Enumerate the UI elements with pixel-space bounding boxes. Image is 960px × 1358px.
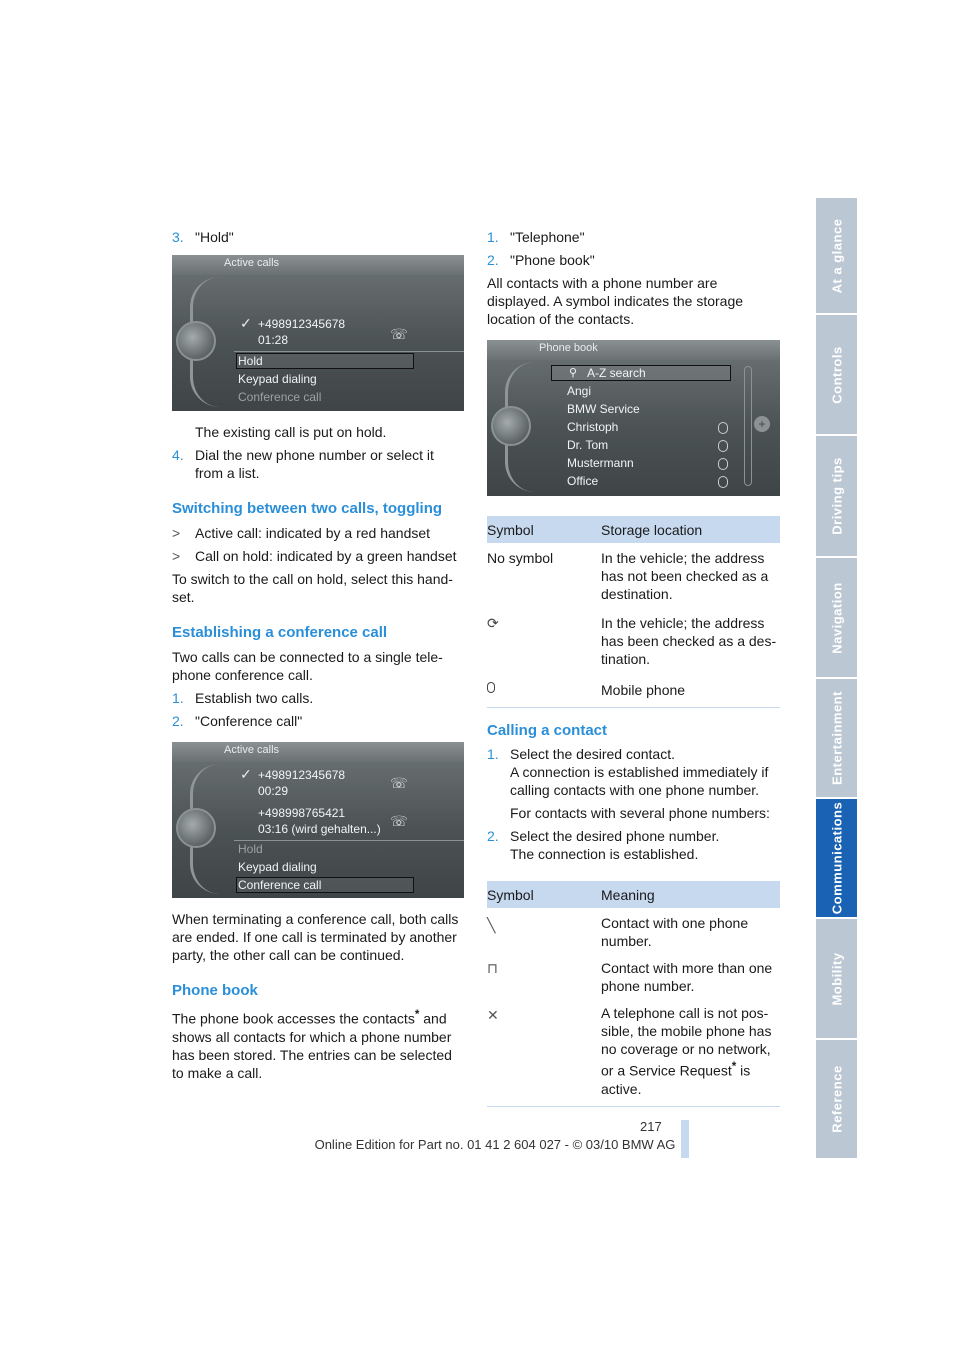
selection-highlight [236, 353, 414, 369]
tab-at-a-glance[interactable] [816, 198, 857, 315]
bullet-call-on-hold [172, 547, 464, 565]
contact-item: Christoph [567, 420, 619, 434]
controller-knob [176, 808, 216, 848]
phone-book-text-b: and shows all contacts for which a phone number has been stored. The entries can be selected to make a call. [172, 1010, 452, 1081]
hold-note: The existing call is put on hold. [195, 424, 387, 440]
tab-driving-tips[interactable] [816, 436, 857, 558]
cell-meaning: Contact with one phone number. [601, 915, 749, 949]
screen-title: Active calls [224, 744, 280, 756]
step-number: 1. [172, 690, 184, 706]
header-meaning: Meaning [601, 881, 780, 908]
tab-communications[interactable] [816, 799, 857, 919]
table-row [487, 998, 780, 1106]
plus-icon: + [754, 416, 770, 432]
screenshot-active-calls-conference [172, 742, 464, 898]
controller-knob [491, 406, 531, 446]
check-icon: ✓ [240, 315, 252, 331]
phone-book-text-a: The phone book accesses the contacts [172, 1010, 415, 1027]
toggle-paragraph: To switch to the call on hold, select this hand-set. [172, 571, 453, 605]
title-bar [487, 340, 780, 360]
mobile-phone-icon [487, 682, 495, 693]
cell-symbol [487, 671, 601, 708]
contact-item: Angi [567, 384, 592, 398]
mobile-phone-icon [718, 458, 728, 470]
tab-mobility[interactable] [816, 919, 857, 1040]
left-column [172, 228, 464, 1082]
step-dial [172, 446, 464, 482]
menu-item-hold: Hold [238, 354, 263, 368]
step-conference [172, 712, 464, 730]
title-bar [172, 255, 464, 275]
step-number: 4. [172, 447, 184, 463]
cell-symbol: No symbol [487, 550, 554, 566]
no-call-handset-icon: ✕ [487, 1007, 499, 1023]
call-time: 01:28 [258, 333, 289, 347]
step-establish [172, 689, 464, 707]
bullet-text: Active call: indicated by a red handset [195, 525, 431, 541]
step-text: "Phone book" [510, 252, 595, 268]
menu-item-hold: Hold [238, 842, 263, 856]
handset-icon: ☏ [390, 813, 408, 829]
table-row [487, 953, 780, 998]
step-telephone [487, 228, 780, 246]
heading-conference: Establishing a conference call [172, 624, 388, 641]
divider [234, 840, 464, 841]
step-text: Dial the new phone number or select it from a list. [195, 447, 434, 481]
menu-item-keypad: Keypad dialing [238, 860, 317, 874]
tab-navigation[interactable] [816, 558, 857, 679]
table-row [487, 671, 780, 708]
tab-label: Controls [829, 345, 844, 404]
step-number: 1. [487, 746, 499, 762]
call-number-2: +498998765421 [258, 806, 346, 820]
table-row [487, 606, 780, 671]
single-handset-icon: ╲ [487, 917, 496, 933]
step-select-contact [487, 745, 780, 822]
bullet-active-call [172, 524, 464, 542]
mobile-phone-icon [718, 440, 728, 452]
step-select-number [487, 827, 780, 863]
meaning-text-b: is active. [601, 1062, 751, 1097]
tab-entertainment[interactable] [816, 679, 857, 799]
title-bar [172, 742, 464, 762]
menu-item-conference: Conference call [238, 878, 322, 892]
contacts-intro: All contacts with a phone number are displayed. A symbol indicates the storage location of the contacts. [487, 275, 744, 327]
heading-phone-book: Phone book [172, 982, 258, 999]
check-icon: ✓ [240, 766, 252, 782]
multi-handset-icon: ⊓ [487, 960, 498, 976]
cell-meaning: In the vehicle; the address has been checked as a des-tination. [601, 615, 777, 667]
step-subtext: A connection is established immediately if calling contacts with one phone number. [510, 764, 769, 798]
cell-symbol [487, 606, 601, 671]
cell-meaning: Mobile phone [601, 671, 780, 708]
contact-item: Dr. Tom [567, 438, 609, 452]
divider [234, 351, 464, 352]
tab-label: Entertainment [829, 691, 844, 785]
right-column [487, 228, 780, 1107]
cell-meaning: In the vehicle; the address has not been checked as a destination. [601, 550, 769, 602]
menu-item-conference: Conference call [238, 390, 322, 404]
contact-item: Office [567, 474, 599, 488]
contact-item: BMW Service [567, 402, 640, 416]
cell-symbol [487, 998, 601, 1106]
header-symbol: Symbol [487, 881, 601, 908]
call-time-2: 03:16 (wird gehalten...) [258, 822, 381, 836]
handset-icon: ☏ [390, 775, 408, 791]
step-text: Establish two calls. [195, 690, 314, 706]
page-number: 217 [640, 1119, 662, 1134]
tab-label: Communications [829, 801, 844, 915]
mobile-phone-icon [718, 476, 728, 488]
cell-symbol [487, 908, 601, 953]
phone-book-paragraph [172, 1006, 464, 1082]
screenshot-phone-book [487, 340, 780, 496]
heading-toggling: Switching between two calls, toggling [172, 500, 443, 517]
header-storage-location: Storage location [601, 516, 780, 543]
footnote-star: * [731, 1060, 737, 1073]
call-number-1: +498912345678 [258, 768, 346, 782]
step-text: "Telephone" [510, 229, 585, 245]
table-row [487, 908, 780, 953]
step-subtext: The connection is established. [510, 846, 699, 862]
cell-meaning [601, 998, 780, 1106]
bullet-text: Call on hold: indicated by a green handset [195, 548, 457, 564]
step-text: Select the desired contact. [510, 746, 675, 762]
tab-label: Navigation [829, 581, 844, 654]
step-number: 2. [487, 252, 499, 268]
call-time-1: 00:29 [258, 784, 289, 798]
checked-destination-icon: ⟳ [487, 615, 499, 631]
conference-end-paragraph: When terminating a conference call, both calls are ended. If one call is terminated by another party, the other call can be continued. [172, 911, 459, 963]
bullet-marker: > [172, 548, 181, 564]
contact-item: Mustermann [567, 456, 634, 470]
scrollbar [744, 366, 752, 486]
header-symbol: Symbol [487, 516, 601, 543]
controller-knob [176, 321, 216, 361]
step-hold [172, 228, 464, 246]
table-header [487, 516, 780, 543]
meaning-table [487, 881, 780, 1107]
meaning-text-a: A telephone call is not pos-sible, the mobile phone has no coverage or no network, or a Service Request [601, 1005, 772, 1079]
cell-meaning: Contact with more than one phone number. [601, 960, 773, 994]
screen-title: Phone book [539, 342, 598, 354]
tab-label: Reference [829, 1065, 844, 1133]
footer-edition: Online Edition for Part no. 01 41 2 604 027 - © 03/10 BMW AG [314, 1137, 676, 1152]
storage-location-table [487, 516, 780, 708]
chapter-sidebar [816, 198, 857, 1160]
cell-symbol [487, 953, 601, 998]
footnote-star: * [414, 1008, 420, 1021]
menu-item-keypad: Keypad dialing [238, 372, 317, 386]
screenshot-active-calls-hold [172, 255, 464, 411]
tab-label: At a glance [829, 218, 844, 293]
step-text: "Conference call" [195, 713, 303, 729]
conference-paragraph: Two calls can be connected to a single tele-phone conference call. [172, 649, 443, 683]
tab-controls[interactable] [816, 315, 857, 436]
heading-calling-contact: Calling a contact [487, 722, 608, 739]
step-subtext: For contacts with several phone numbers: [510, 805, 770, 821]
step-phone-book [487, 251, 780, 269]
az-search-item: A-Z search [587, 366, 646, 380]
tab-label: Mobility [829, 951, 844, 1006]
screen-title: Active calls [224, 257, 280, 269]
step-number: 2. [172, 713, 184, 729]
tab-label: Driving tips [829, 457, 844, 535]
handset-icon: ☏ [390, 326, 408, 342]
step-number: 3. [172, 229, 184, 245]
step-number: 1. [487, 229, 499, 245]
table-header [487, 881, 780, 908]
step-text: "Hold" [195, 229, 234, 245]
bullet-marker: > [172, 525, 181, 541]
table-row [487, 543, 780, 606]
search-icon: ⚲ [569, 367, 578, 379]
step-number: 2. [487, 828, 499, 844]
mobile-phone-icon [718, 422, 728, 434]
call-number: +498912345678 [258, 317, 346, 331]
step-text: Select the desired phone number. [510, 828, 720, 844]
